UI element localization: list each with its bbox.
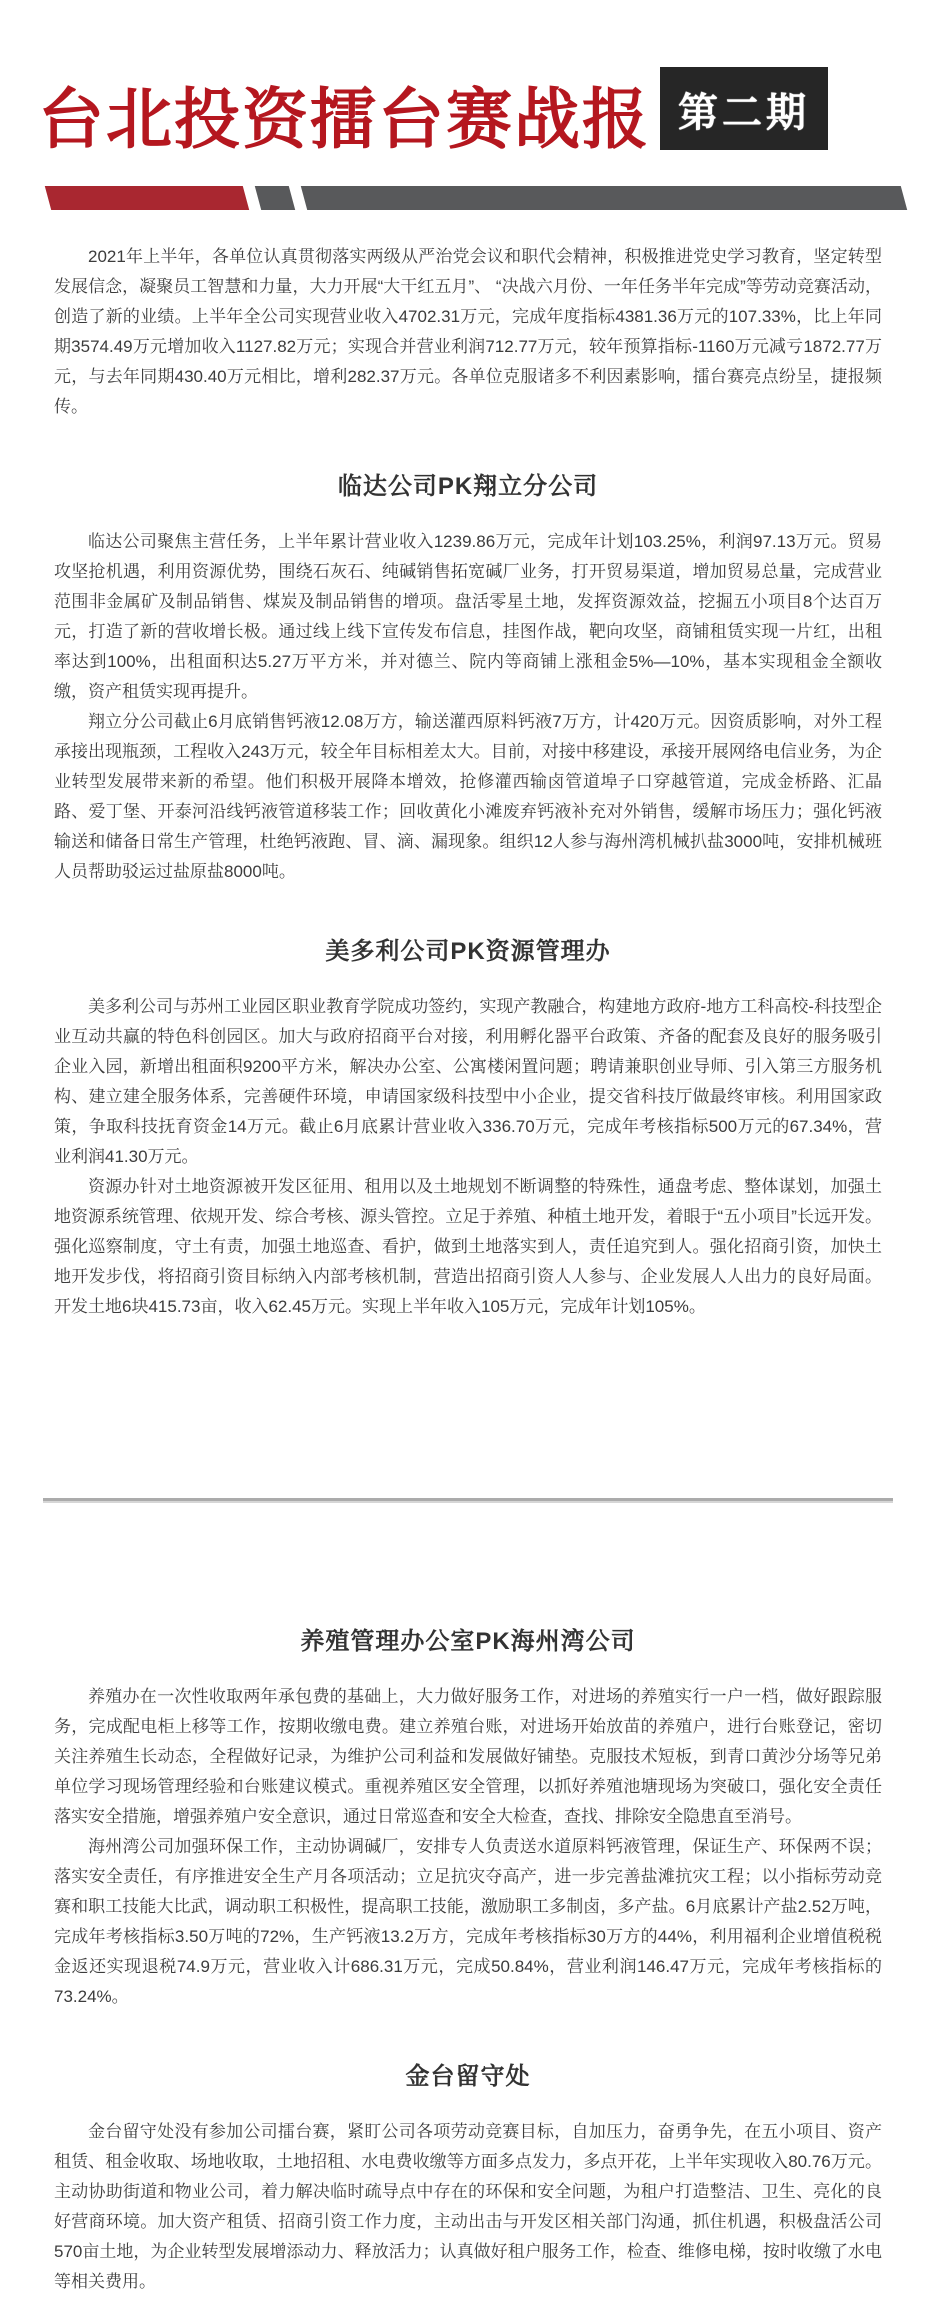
article-content bbox=[0, 242, 936, 1322]
large-dark-stripe-shape bbox=[301, 186, 907, 210]
section-heading-meiduoli-vs-ziyuan: 美多利公司PK资源管理办 bbox=[325, 938, 611, 965]
issue-badge: 第二期 bbox=[660, 67, 828, 150]
paragraph: 翔立分公司截止6月底销售钙液12.08万方，输送灌西原料钙液7万方，计420万元。因资质影响，对外工程承接出现瓶颈，工程收入243万元，较全年目标相差太大。目前，对接中移建设，承接开展网络电信业务，为企业转型发展带来新的希望。他们积极开展降本增效，抢修灌西输卤管道埠子口穿越管道，完成金桥路、汇晶路、爱丁堡、开泰河沿线钙液管道移装工作；回收黄化小滩废弃钙液补充对外销售，缓解市场压力；强化钙液输送和储备日常生产管理，杜绝钙液跑、冒、滴、漏现象。组织12人参与海州湾机械扒盐3000吨，安排机械班人员帮助驳运过盐原盐8000吨。 bbox=[54, 712, 882, 881]
masthead bbox=[0, 40, 936, 156]
page-title: 台北投资擂台赛战报 bbox=[38, 82, 650, 156]
red-stripe-shape bbox=[45, 186, 249, 210]
section-heading-linda-vs-xiangli: 临达公司PK翔立分公司 bbox=[337, 473, 599, 500]
page-divider bbox=[43, 1498, 893, 1503]
article-content-page2 bbox=[0, 1621, 936, 2297]
section-heading-jintai: 金台留守处 bbox=[405, 2063, 531, 2090]
section-heading-yangzhi-vs-haizhouwan: 养殖管理办公室PK海州湾公司 bbox=[300, 1628, 636, 1655]
paragraph: 金台留守处没有参加公司擂台赛，紧盯公司各项劳动竞赛目标，自加压力，奋勇争先，在五小项目、资产租赁、租金收取、场地收取，土地招租、水电费收缴等方面多点发力，多点开花，上半年实现收入80.76万元。主动协助街道和物业公司，着力解决临时疏导点中存在的环保和安全问题，为租户打造整洁、卫生、亮化的良好营商环境。加大资产租赁、招商引资工作力度，主动出击与开发区相关部门沟通，抓住机遇，积极盘活公司570亩土地，为企业转型发展增添动力、释放活力；认真做好租户服务工作，检查、维修电梯，按时收缴了水电等相关费用。 bbox=[54, 2122, 882, 2291]
paragraph: 临达公司聚焦主营任务，上半年累计营业收入1239.86万元，完成年计划103.25%，利润97.13万元。贸易攻坚抢机遇，利用资源优势，围绕石灰石、纯碱销售拓宽碱厂业务，打开贸易渠道，增加贸易总量，完成营业范围非金属矿及制品销售、煤炭及制品销售的增项。盘活零星土地，发挥资源效益，挖掘五小项目8个达百万元，打造了新的营收增长极。通过线上线下宣传发布信息，挂图作战，靶向攻坚，商铺租赁实现一片红，出租率达到100%，出租面积达5.27万平方米，并对德兰、院内等商铺上涨租金5%—10%，基本实现租金全额收缴，资产租赁实现再提升。 bbox=[54, 532, 882, 701]
paragraph: 养殖办在一次性收取两年承包费的基础上，大力做好服务工作，对进场的养殖实行一户一档，做好跟踪服务，完成配电柜上移等工作，按期收缴电费。建立养殖台账，对进场开始放苗的养殖户，进行台账登记，密切关注养殖生长动态，全程做好记录，为维护公司利益和发展做好铺垫。克服技术短板，到青口黄沙分场等兄弟单位学习现场管理经验和台账建议模式。重视养殖区安全管理，以抓好养殖池塘现场为突破口，强化安全责任落实安全措施，增强养殖户安全意识，通过日常巡查和安全大检查，查找、排除安全隐患直至消号。 bbox=[54, 1687, 882, 1826]
intro-paragraph: 2021年上半年，各单位认真贯彻落实两级从严治党会议和职代会精神，积极推进党史学习教育，坚定转型发展信念，凝聚员工智慧和力量，大力开展“大干红五月”、 “决战六月份、一年任务半年完成”等劳动竞赛活动，创造了新的业绩。上半年全公司实现营业收入4702.31万元，完成年度指标4381.36万元的107.33%，比上年同期3574.49万元增加收入1127.82万元；实现合并营业利润712.77万元，较年预算指标-1160万元减亏1872.77万元，与去年同期430.40万元相比，增利282.37万元。各单位克服诸多不利因素影响，擂台赛亮点纷呈，捷报频传。 bbox=[54, 247, 882, 416]
paragraph: 海州湾公司加强环保工作，主动协调碱厂，安排专人负责送水道原料钙液管理，保证生产、环保两不误；落实安全责任，有序推进安全生产月各项活动；立足抗灾夺高产，进一步完善盐滩抗灾工程；以小指标劳动竞赛和职工技能大比武，调动职工积极性，提高职工技能，激励职工多制卤，多产盐。6月底累计产盐2.52万吨，完成年考核指标3.50万吨的72%，生产钙液13.2万方，完成年考核指标30万方的44%，利用福利企业增值税税金返还实现退税74.9万元，营业收入计686.31万元，完成50.84%，营业利润146.47万元，完成年考核指标的73.24%。 bbox=[54, 1837, 882, 2006]
small-dark-stripe-shape bbox=[255, 186, 295, 210]
paragraph: 美多利公司与苏州工业园区职业教育学院成功签约，实现产教融合，构建地方政府-地方工科高校-科技型企业互动共赢的特色科创园区。加大与政府招商平台对接，利用孵化器平台政策、齐备的配套及良好的服务吸引企业入园，新增出租面积9200平方米，解决办公室、公寓楼闲置问题；聘请兼职创业导师、引入第三方服务机构、建立建全服务体系，完善硬件环境，申请国家级科技型中小企业，提交省科技厅做最终审核。利用国家政策，争取科技抚育资金14万元。截止6月底累计营业收入336.70万元，完成年考核指标500万元的67.34%，营业利润41.30万元。 bbox=[54, 997, 882, 1166]
paragraph: 资源办针对土地资源被开发区征用、租用以及土地规划不断调整的特殊性，通盘考虑、整体谋划，加强土地资源系统管理、依规开发、综合考核、源头管控。立足于养殖、种植土地开发，着眼于“五小项目”长远开发。强化巡察制度，守土有责，加强土地巡查、看护，做到土地落实到人，责任追究到人。强化招商引资，加快土地开发步伐，将招商引资目标纳入内部考核机制，营造出招商引资人人参与、企业发展人人出力的良好局面。开发土地6块415.73亩，收入62.45万元。实现上半年收入105万元，完成年计划105%。 bbox=[54, 1177, 882, 1316]
decorative-stripe-row bbox=[0, 186, 936, 210]
